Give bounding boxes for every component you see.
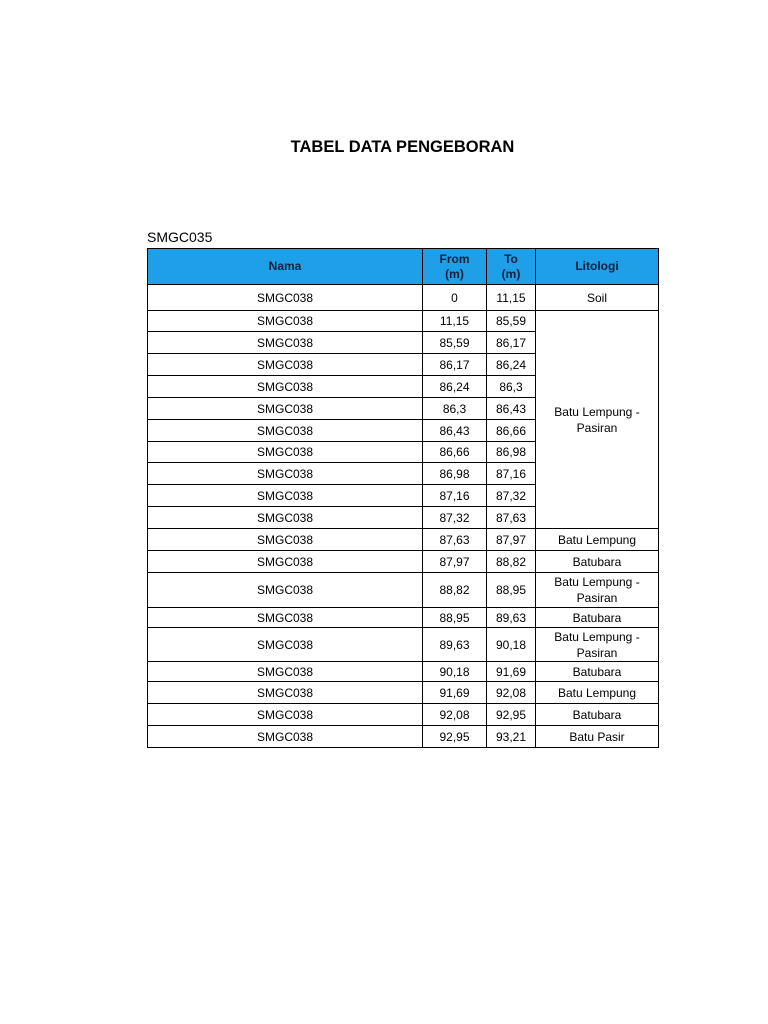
cell-litologi	[536, 682, 659, 704]
litologi-label: Batubara	[572, 664, 622, 679]
litologi-label: Batu Pasir	[569, 729, 625, 744]
table-header	[148, 249, 659, 285]
drilling-data-table-container	[147, 248, 658, 748]
cell-to: 88,82	[487, 551, 536, 573]
cell-to: 87,16	[487, 463, 536, 485]
cell-from: 91,69	[423, 682, 487, 704]
litologi-label: Batubara	[572, 610, 622, 625]
cell-nama: SMGC038	[148, 551, 423, 573]
table-row	[148, 704, 659, 726]
cell-from: 0	[423, 285, 487, 311]
table-row	[148, 682, 659, 704]
cell-litologi	[536, 529, 659, 551]
cell-from: 88,82	[423, 573, 487, 608]
header-to	[487, 249, 536, 285]
cell-nama: SMGC038	[148, 662, 423, 682]
cell-from: 87,32	[423, 507, 487, 529]
cell-to: 85,59	[487, 311, 536, 332]
cell-to: 86,24	[487, 354, 536, 376]
cell-to: 92,95	[487, 704, 536, 726]
litologi-label: Batubara	[572, 707, 622, 722]
cell-litologi	[536, 311, 659, 529]
cell-to: 86,66	[487, 420, 536, 442]
litologi-label: Batu Lempung - Pasiran	[554, 404, 640, 435]
table-row	[148, 608, 659, 628]
cell-from: 87,63	[423, 529, 487, 551]
table-row	[148, 726, 659, 748]
cell-to: 86,98	[487, 442, 536, 463]
cell-nama: SMGC038	[148, 463, 423, 485]
cell-litologi	[536, 608, 659, 628]
table-body	[148, 285, 659, 748]
cell-from: 88,95	[423, 608, 487, 628]
cell-nama: SMGC038	[148, 529, 423, 551]
cell-to: 87,97	[487, 529, 536, 551]
cell-nama: SMGC038	[148, 726, 423, 748]
cell-nama: SMGC038	[148, 573, 423, 608]
cell-to: 86,43	[487, 398, 536, 420]
cell-nama: SMGC038	[148, 420, 423, 442]
cell-litologi	[536, 573, 659, 608]
header-row	[148, 249, 659, 285]
cell-to: 92,08	[487, 682, 536, 704]
litologi-label: Batu Lempung	[557, 685, 637, 700]
cell-from: 86,66	[423, 442, 487, 463]
header-from	[423, 249, 487, 285]
cell-to: 93,21	[487, 726, 536, 748]
litologi-label: Batu Lempung	[557, 532, 637, 547]
table-row	[148, 551, 659, 573]
cell-nama: SMGC038	[148, 285, 423, 311]
table-row	[148, 628, 659, 662]
drilling-data-table	[147, 248, 659, 748]
litologi-label: Batu Lempung - Pasiran	[554, 629, 640, 660]
cell-to: 89,63	[487, 608, 536, 628]
cell-litologi	[536, 662, 659, 682]
litologi-label: Soil	[586, 290, 607, 305]
table-row	[148, 311, 659, 332]
cell-litologi	[536, 726, 659, 748]
cell-from: 87,97	[423, 551, 487, 573]
cell-nama: SMGC038	[148, 376, 423, 398]
table-row	[148, 529, 659, 551]
cell-from: 89,63	[423, 628, 487, 662]
cell-from: 85,59	[423, 332, 487, 354]
cell-from: 86,43	[423, 420, 487, 442]
cell-nama: SMGC038	[148, 354, 423, 376]
cell-to: 91,69	[487, 662, 536, 682]
cell-nama: SMGC038	[148, 628, 423, 662]
cell-to: 86,17	[487, 332, 536, 354]
cell-nama: SMGC038	[148, 608, 423, 628]
cell-to: 87,63	[487, 507, 536, 529]
litologi-label: Batu Lempung - Pasiran	[554, 575, 640, 605]
header-nama: Nama	[148, 249, 423, 285]
cell-from: 90,18	[423, 662, 487, 682]
cell-from: 87,16	[423, 485, 487, 507]
cell-from: 86,98	[423, 463, 487, 485]
cell-to: 87,32	[487, 485, 536, 507]
cell-nama: SMGC038	[148, 704, 423, 726]
cell-from: 86,24	[423, 376, 487, 398]
litologi-label: Batubara	[572, 554, 622, 569]
cell-nama: SMGC038	[148, 398, 423, 420]
cell-nama: SMGC038	[148, 442, 423, 463]
cell-litologi	[536, 628, 659, 662]
header-from-label: From (m)	[439, 251, 470, 281]
cell-from: 86,3	[423, 398, 487, 420]
page-title: TABEL DATA PENGEBORAN	[290, 138, 515, 156]
cell-nama: SMGC038	[148, 485, 423, 507]
table-row	[148, 573, 659, 608]
table-row	[148, 285, 659, 311]
cell-from: 92,08	[423, 704, 487, 726]
cell-nama: SMGC038	[148, 311, 423, 332]
cell-from: 11,15	[423, 311, 487, 332]
cell-from: 86,17	[423, 354, 487, 376]
borehole-label: SMGC035	[147, 229, 213, 245]
cell-to: 11,15	[487, 285, 536, 311]
cell-to: 86,3	[487, 376, 536, 398]
cell-nama: SMGC038	[148, 332, 423, 354]
cell-nama: SMGC038	[148, 682, 423, 704]
cell-to: 90,18	[487, 628, 536, 662]
cell-nama: SMGC038	[148, 507, 423, 529]
table-row	[148, 662, 659, 682]
cell-litologi	[536, 285, 659, 311]
cell-from: 92,95	[423, 726, 487, 748]
cell-to: 88,95	[487, 573, 536, 608]
cell-litologi	[536, 551, 659, 573]
header-to-label: To (m)	[501, 251, 521, 281]
cell-litologi	[536, 704, 659, 726]
header-litologi: Litologi	[536, 249, 659, 285]
